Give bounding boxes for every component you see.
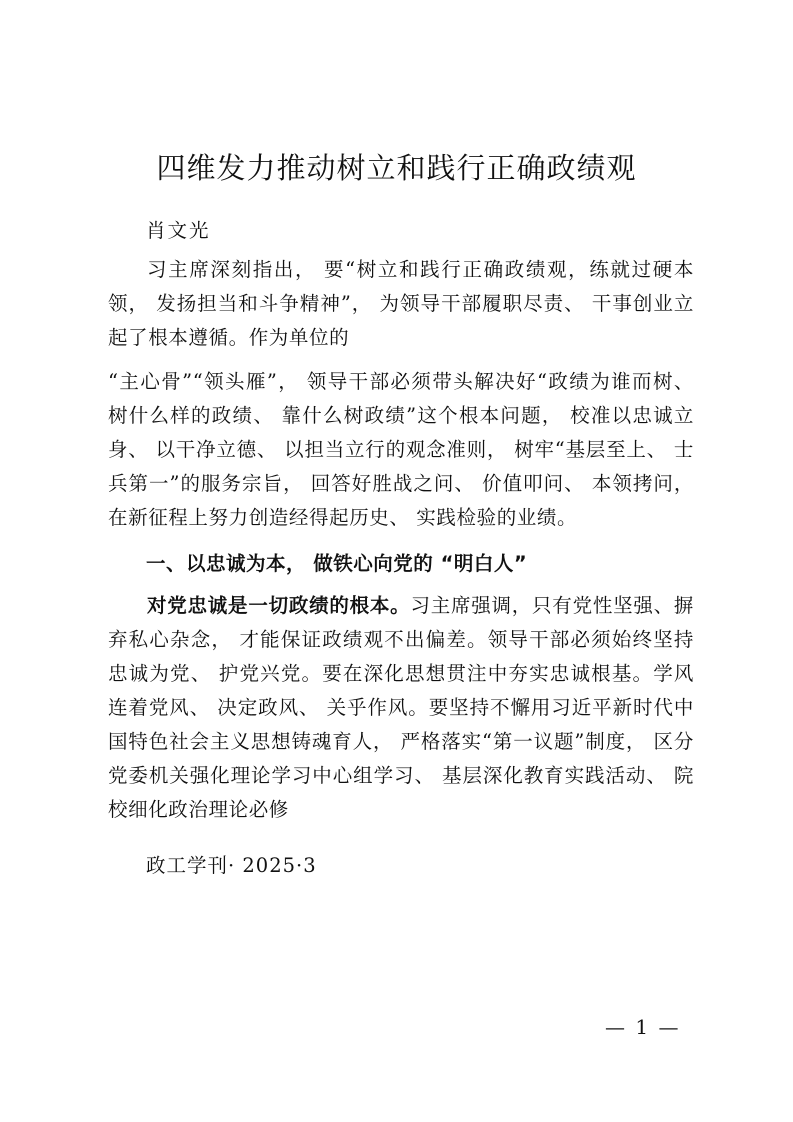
paragraph-2: “主心骨”“领头雁”， 领导干部必须带头解决好“政绩为谁而树、 树什么样的政绩、 靠什么树政绩”这个根本问题， 校准以忠诚立身、 以干净立德、 以担当立行的观念准则， 树牢“基层至上、 士兵第一”的服务宗旨， 回答好胜战之问、 价值叩问、 本领拷问， 在新征程上努力创造经得起历史、 实践检验的业绩。 <box>108 370 694 529</box>
paragraph-3 <box>108 589 694 827</box>
document-title: 四维发力推动树立和践行正确政绩观 <box>156 151 637 185</box>
section-heading: 一、以忠诚为本， 做铁心向党的 “明白人” <box>146 552 528 575</box>
author-name: 肖文光 <box>146 219 211 242</box>
paragraph-1: 习主席深刻指出， 要“树立和践行正确政绩观，练就过硬本领， 发扬担当和斗争精神”， 为领导干部履职尽责、 干事创业立起了根本遵循。作为单位的 <box>108 258 694 349</box>
paragraph-3-lead: 对党忠诚是一切政绩的根本。 <box>147 594 411 617</box>
paragraph-3-rest: 习主席强调，只有党性坚强、摒弃私心杂念， 才能保证政绩观不出偏差。领导干部必须始终坚持忠诚为党、 护党兴党。要在深化思想贯注中夯实忠诚根基。学风连着党风、 决定政风、 关乎作风。要坚持不懈用习近平新时代中国特色社会主义思想铸魂育人， 严格落实“第一议题”制度， 区分党委机关强化理论学习中心组学习、 基层深化教育实践活动、 院校细化政治理论必修 <box>108 594 694 821</box>
page-number: — 1 — <box>605 1015 681 1039</box>
source-citation: 政工学刊· 2025·3 <box>146 854 317 877</box>
